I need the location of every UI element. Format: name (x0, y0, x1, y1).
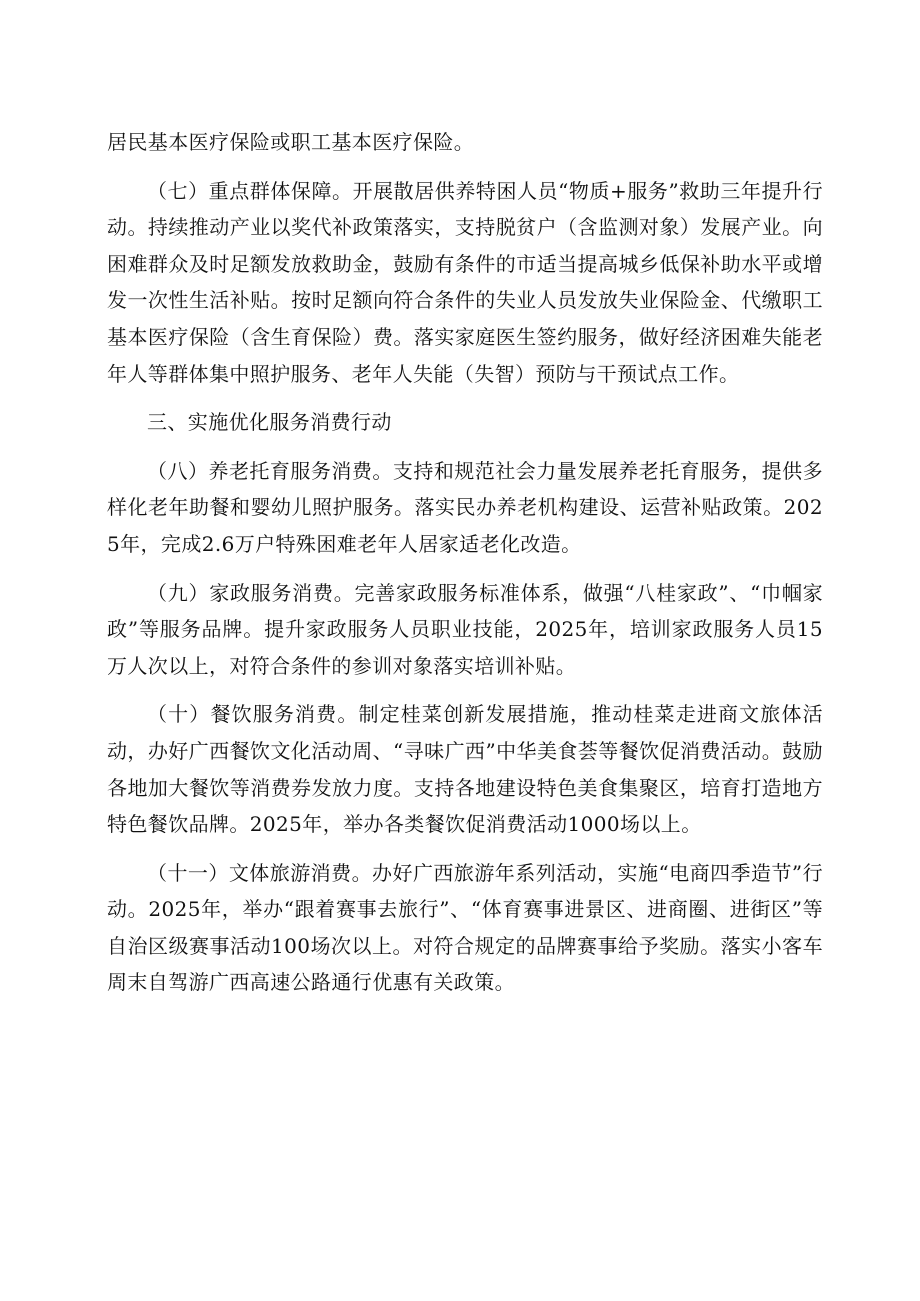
paragraph-elderly-childcare: （八）养老托育服务消费。支持和规范社会力量发展养老托育服务，提供多样化老年助餐和婴幼儿照护服务。落实民办养老机构建设、运营补贴政策。2025年，完成2.6万户特殊困难老年人居家适老化改造。 (107, 458, 823, 556)
paragraph-key-group-protection: （七）重点群体保障。开展散居供养特困人员“物质+服务”救助三年提升行动。持续推动产业以奖代补政策落实，支持脱贫户（含监测对象）发展产业。向困难群众及时足额发放救助金，鼓励有条件的市适当提高城乡低保补助水平或增发一次性生活补贴。按时足额向符合条件的失业人员发放失业保险金、代缴职工基本医疗保险（含生育保险）费。落实家庭医生签约服务，做好经济困难失能老年人等群体集中照护服务、老年人失能（失智）预防与干预试点工作。 (107, 178, 823, 386)
paragraph-continuation: 居民基本医疗保险或职工基本医疗保险。 (107, 130, 475, 154)
section-heading-service-consumption: 三、实施优化服务消费行动 (147, 410, 392, 435)
paragraph-culture-sports-tourism: （十一）文体旅游消费。办好广西旅游年系列活动，实施“电商四季造节”行动。2025年，举办“跟着赛事去旅行”、“体育赛事进景区、进商圈、进街区”等自治区级赛事活动100场次以上。对符合规定的品牌赛事给予奖励。落实小客车周末自驾游广西高速公路通行优惠有关政策。 (107, 860, 823, 995)
paragraph-housekeeping: （九）家政服务消费。完善家政服务标准体系，做强“八桂家政”、“巾帼家政”等服务品牌。提升家政服务人员职业技能，2025年，培训家政服务人员15万人次以上，对符合条件的参训对象落实培训补贴。 (107, 580, 823, 678)
paragraph-catering: （十）餐饮服务消费。制定桂菜创新发展措施，推动桂菜走进商文旅体活动，办好广西餐饮文化活动周、“寻味广西”中华美食荟等餐饮促消费活动。鼓励各地加大餐饮等消费券发放力度。支持各地建设特色美食集聚区，培育打造地方特色餐饮品牌。2025年，举办各类餐饮促消费活动1000场以上。 (107, 702, 823, 837)
document-body (107, 124, 823, 1013)
